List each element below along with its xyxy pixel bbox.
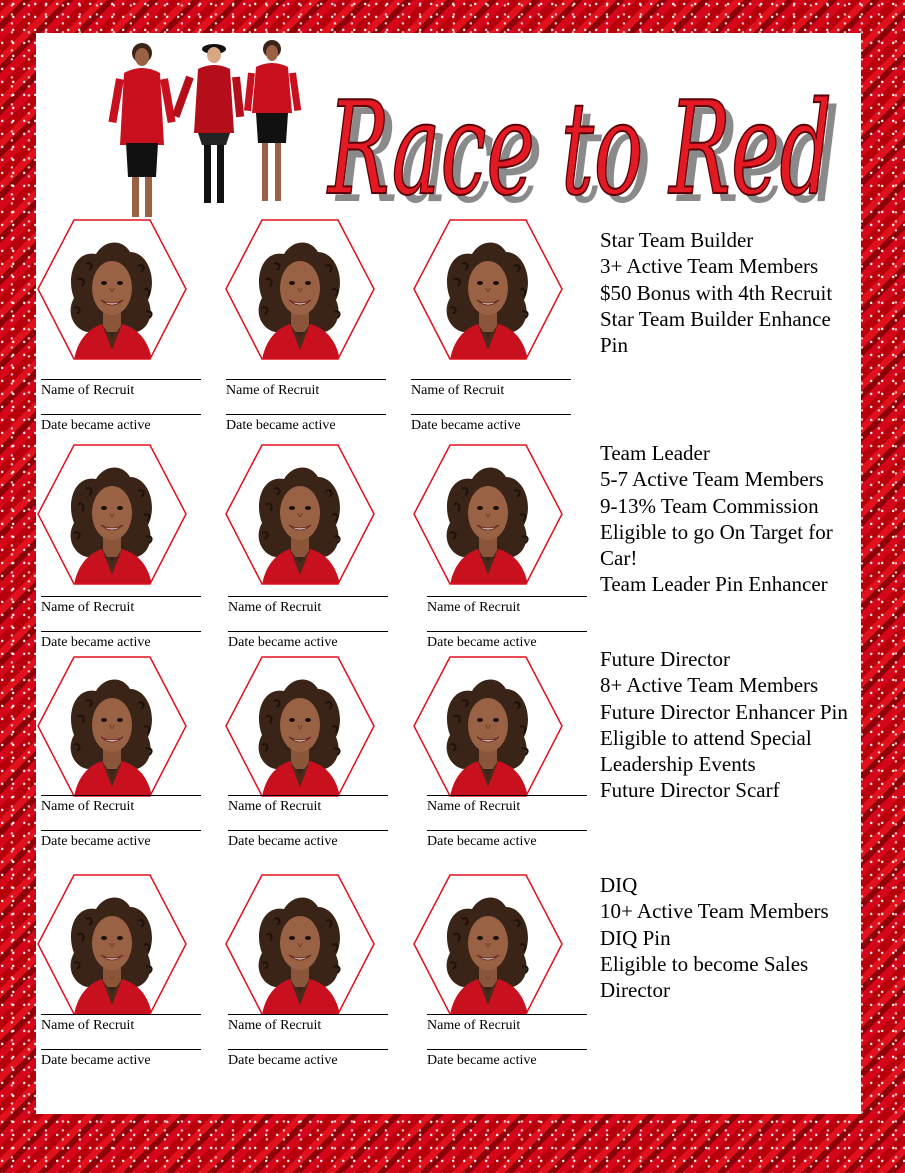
name-of-recruit-field[interactable]: Name of Recruit xyxy=(41,379,201,399)
date-became-active-field[interactable]: Date became active xyxy=(228,631,388,651)
level-description xyxy=(600,872,862,1003)
level-benefit: Team Leader Pin Enhancer xyxy=(600,572,828,597)
date-became-active-field[interactable]: Date became active xyxy=(41,631,201,651)
level-benefit: 10+ Active Team Members xyxy=(600,899,829,924)
level-benefit: Eligible to go On Target for Car! xyxy=(600,519,833,571)
title-wordart xyxy=(298,33,858,218)
level-benefit: DIQ Pin xyxy=(600,925,671,950)
level-benefit: 3+ Active Team Members xyxy=(600,254,819,279)
date-became-active-field[interactable]: Date became active xyxy=(41,1049,201,1069)
model-2 xyxy=(172,44,244,203)
name-of-recruit-field[interactable]: Name of Recruit xyxy=(41,795,201,815)
recruit-photo xyxy=(412,873,564,1016)
date-became-active-field[interactable]: Date became active xyxy=(228,830,388,850)
level-benefit: 9-13% Team Commission xyxy=(600,493,819,518)
date-became-active-field[interactable]: Date became active xyxy=(427,631,587,651)
name-of-recruit-field[interactable]: Name of Recruit xyxy=(228,1014,388,1034)
name-of-recruit-field[interactable]: Name of Recruit xyxy=(411,379,571,399)
recruit-photo xyxy=(224,218,376,361)
level-description xyxy=(600,440,862,598)
level-benefit: Future Director Enhancer Pin xyxy=(600,699,848,724)
level-title: DIQ xyxy=(600,873,638,897)
recruit-photo xyxy=(36,218,188,361)
level-benefit: 5-7 Active Team Members xyxy=(600,467,824,492)
level-benefit: 8+ Active Team Members xyxy=(600,673,819,698)
model-3 xyxy=(244,40,301,201)
recruit-photo xyxy=(36,443,188,586)
date-became-active-field[interactable]: Date became active xyxy=(41,830,201,850)
recruit-photo xyxy=(224,655,376,798)
name-of-recruit-field[interactable]: Name of Recruit xyxy=(226,379,386,399)
recruit-photo xyxy=(412,655,564,798)
recruit-photo xyxy=(412,443,564,586)
recruit-photo xyxy=(36,655,188,798)
name-of-recruit-field[interactable]: Name of Recruit xyxy=(427,596,587,616)
name-of-recruit-field[interactable]: Name of Recruit xyxy=(41,1014,201,1034)
model-1 xyxy=(108,43,175,217)
models-image xyxy=(72,35,302,220)
level-benefit: Eligible to become Sales Director xyxy=(600,951,809,1003)
name-of-recruit-field[interactable]: Name of Recruit xyxy=(228,795,388,815)
level-title: Future Director xyxy=(600,647,731,671)
date-became-active-field[interactable]: Date became active xyxy=(427,830,587,850)
name-of-recruit-field[interactable]: Name of Recruit xyxy=(427,1014,587,1034)
page-title: Race to Red xyxy=(326,75,832,218)
level-description xyxy=(600,227,862,358)
title-shadow: Race to Red xyxy=(334,83,840,218)
date-became-active-field[interactable]: Date became active xyxy=(411,414,571,434)
recruit-photo xyxy=(224,443,376,586)
date-became-active-field[interactable]: Date became active xyxy=(228,1049,388,1069)
level-benefit: $50 Bonus with 4th Recruit xyxy=(600,280,833,305)
date-became-active-field[interactable]: Date became active xyxy=(226,414,386,434)
level-benefit: Eligible to attend Special Leadership Events xyxy=(600,725,812,777)
recruit-photo xyxy=(36,873,188,1016)
level-title: Star Team Builder xyxy=(600,228,754,252)
name-of-recruit-field[interactable]: Name of Recruit xyxy=(427,795,587,815)
date-became-active-field[interactable]: Date became active xyxy=(41,414,201,434)
level-benefit: Future Director Scarf xyxy=(600,778,780,803)
level-description xyxy=(600,646,862,804)
level-title: Team Leader xyxy=(600,441,710,465)
recruit-photo xyxy=(224,873,376,1016)
flyer-page xyxy=(36,33,861,1114)
name-of-recruit-field[interactable]: Name of Recruit xyxy=(41,596,201,616)
date-became-active-field[interactable]: Date became active xyxy=(427,1049,587,1069)
recruit-photo xyxy=(412,218,564,361)
name-of-recruit-field[interactable]: Name of Recruit xyxy=(228,596,388,616)
level-benefit: Star Team Builder Enhance Pin xyxy=(600,306,831,358)
